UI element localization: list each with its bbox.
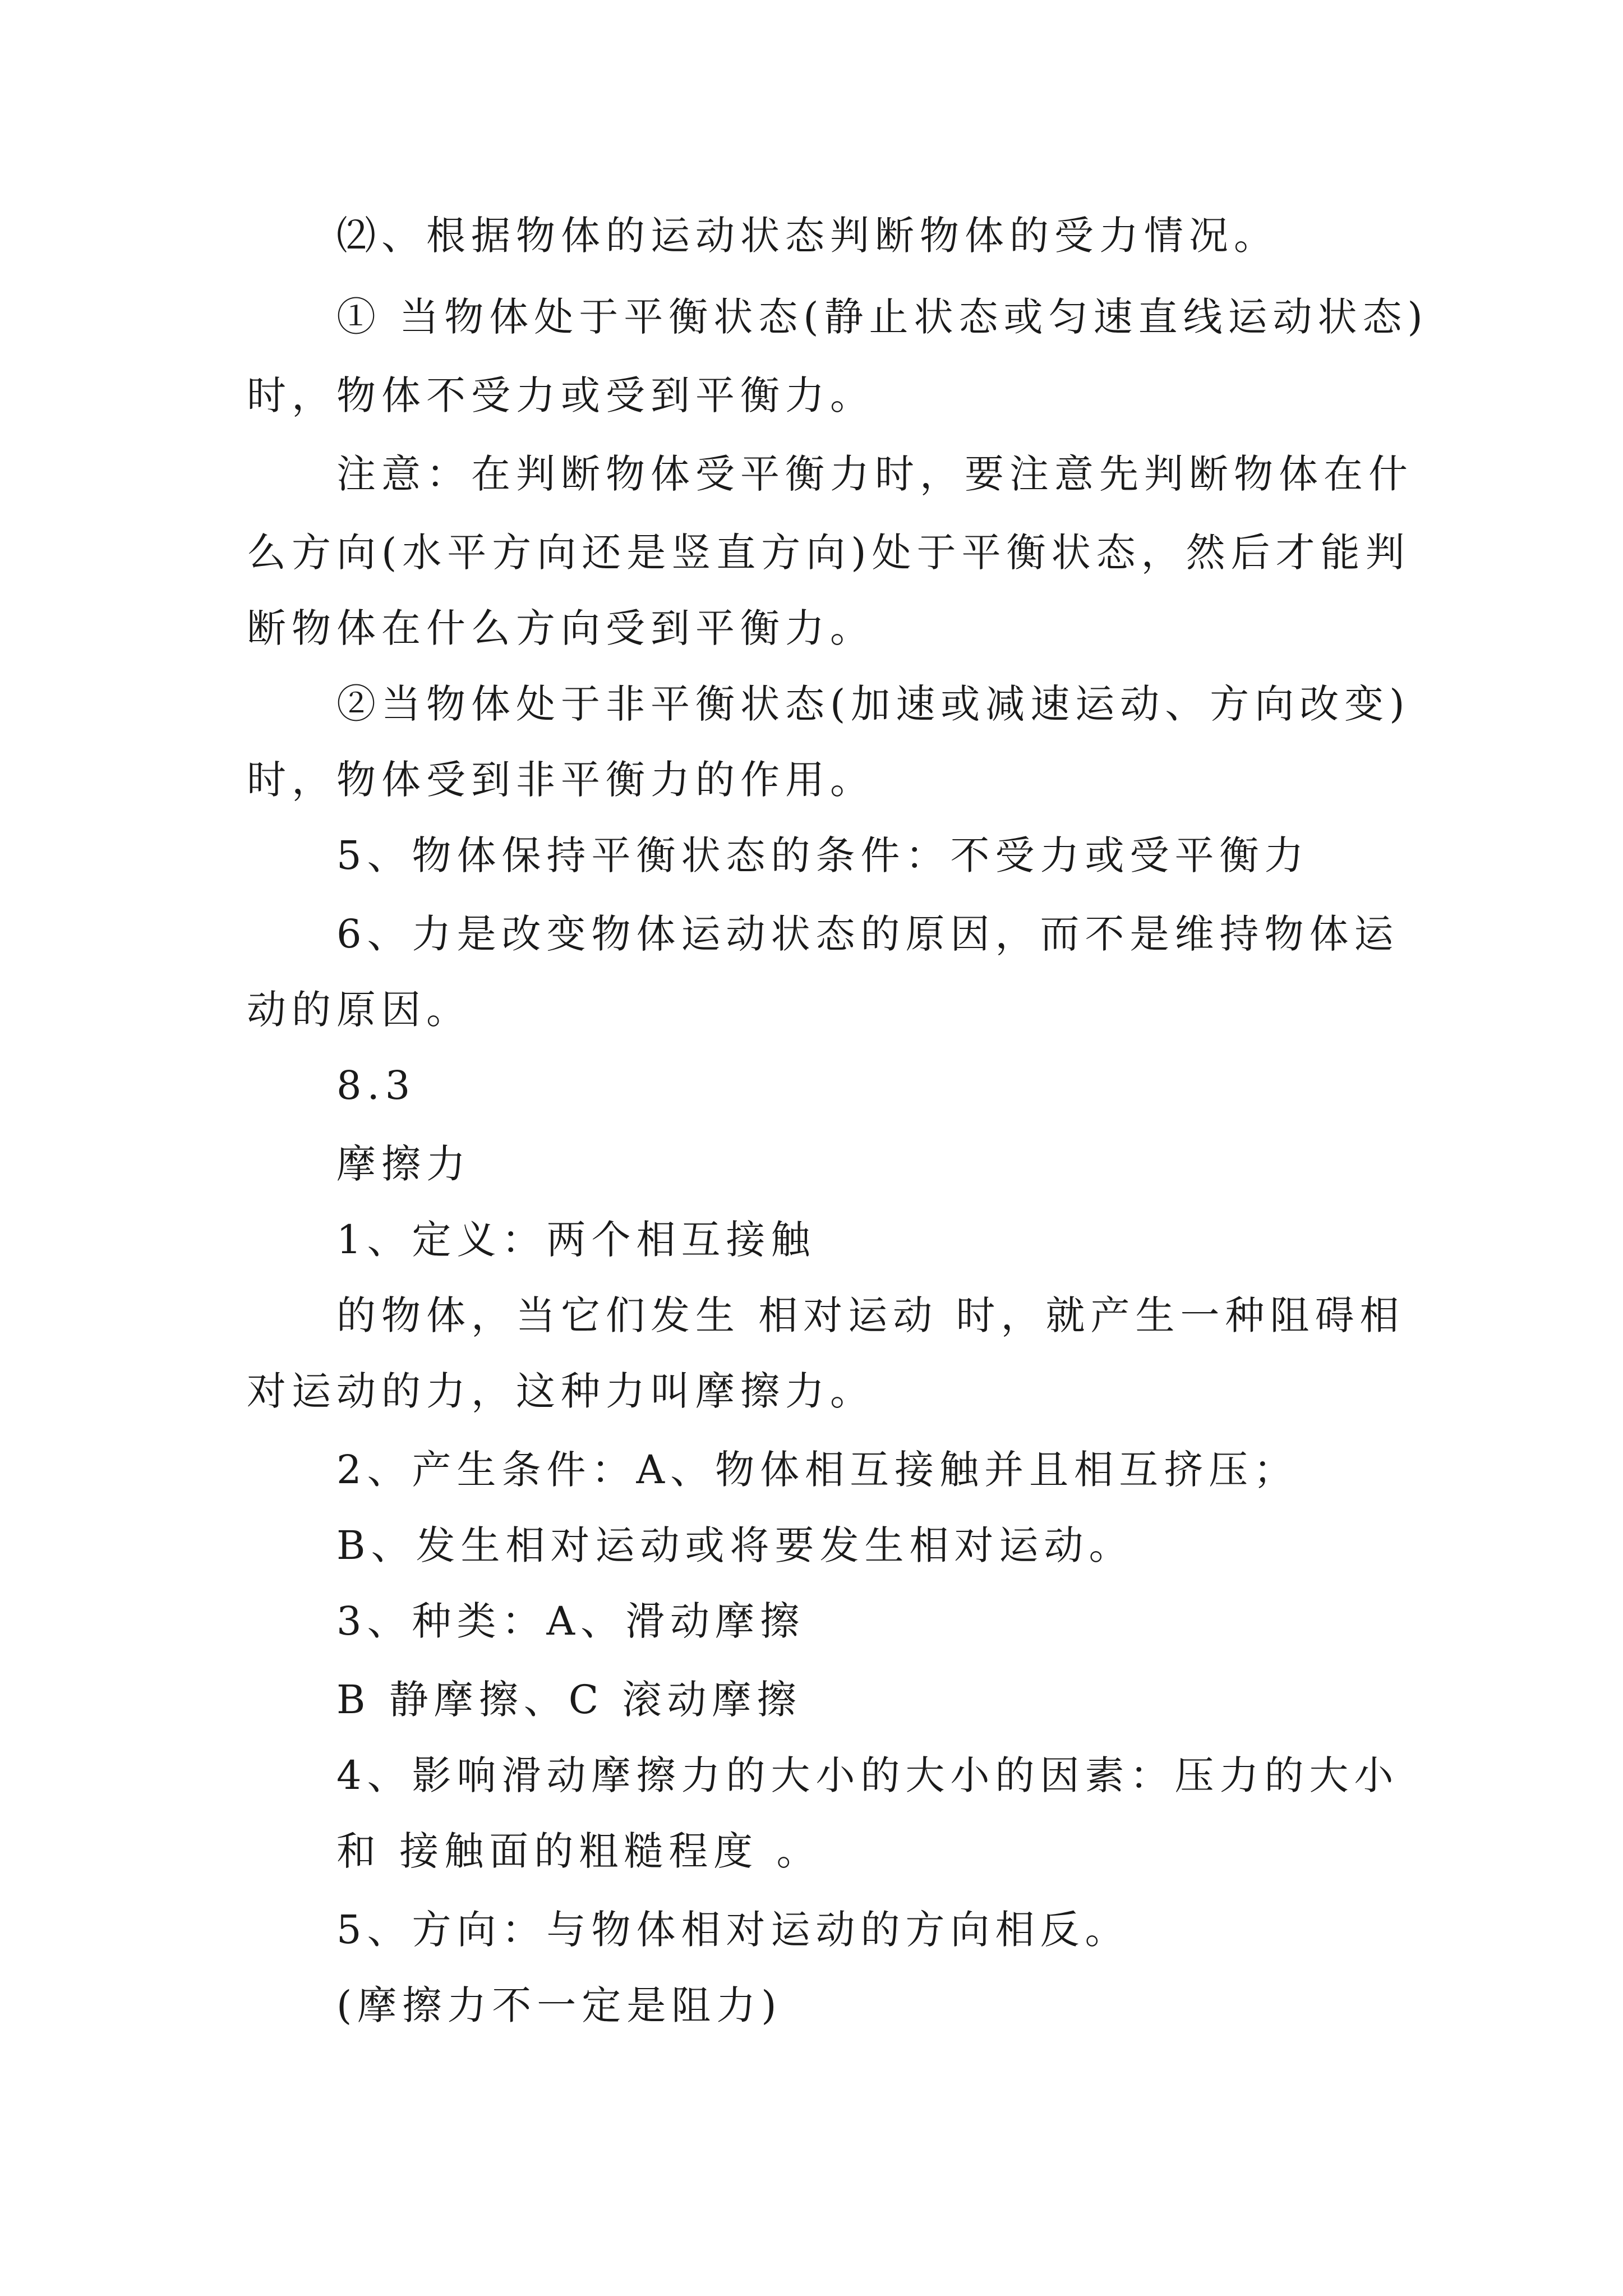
text-line: 和 接触面的粗糙程度 。 [336, 1828, 822, 1874]
text-line: ②当物体处于非平衡状态(加速或减速运动、方向改变) [336, 681, 1410, 727]
text-line: 2、产生条件：A、物体相互接触并且相互挤压； [336, 1447, 1299, 1493]
text-line: 4、影响滑动摩擦力的大小的大小的因素：压力的大小 [336, 1752, 1399, 1798]
text-line: 时，物体受到非平衡力的作用。 [247, 757, 875, 803]
text-line: B、发生相对运动或将要发生相对运动。 [336, 1522, 1134, 1568]
text-line: (摩擦力不一定是阻力) [336, 1982, 782, 2028]
section-number: 8.3 [336, 1062, 416, 1108]
text-line: 1、定义：两个相互接触 [336, 1217, 816, 1263]
text-line: 3、种类：A、滑动摩擦 [336, 1598, 805, 1644]
text-line: 6、力是改变物体运动状态的原因，而不是维持物体运 [336, 911, 1399, 957]
text-line: 断物体在什么方向受到平衡力。 [247, 605, 875, 651]
text-line: 的物体，当它们发生 相对运动 时，就产生一种阻碍相 [336, 1292, 1405, 1338]
text-line: 5、方向：与物体相对运动的方向相反。 [336, 1907, 1130, 1953]
text-line: 注意：在判断物体受平衡力时，要注意先判断物体在什 [336, 451, 1413, 497]
text-line: 对运动的力，这种力叫摩擦力。 [247, 1368, 875, 1414]
text-line: 么方向(水平方向还是竖直方向)处于平衡状态，然后才能判 [247, 530, 1410, 576]
text-line: 动的原因。 [247, 987, 471, 1033]
text-line: ① 当物体处于平衡状态(静止状态或匀速直线运动状态) [336, 294, 1428, 340]
text-line: B 静摩擦、C 滚动摩擦 [336, 1677, 802, 1723]
text-line: ⑵、根据物体的运动状态判断物体的受力情况。 [336, 213, 1279, 259]
text-line: 5、物体保持平衡状态的条件：不受力或受平衡力 [336, 832, 1310, 878]
text-line: 时，物体不受力或受到平衡力。 [247, 372, 875, 418]
section-title: 摩擦力 [336, 1141, 471, 1187]
